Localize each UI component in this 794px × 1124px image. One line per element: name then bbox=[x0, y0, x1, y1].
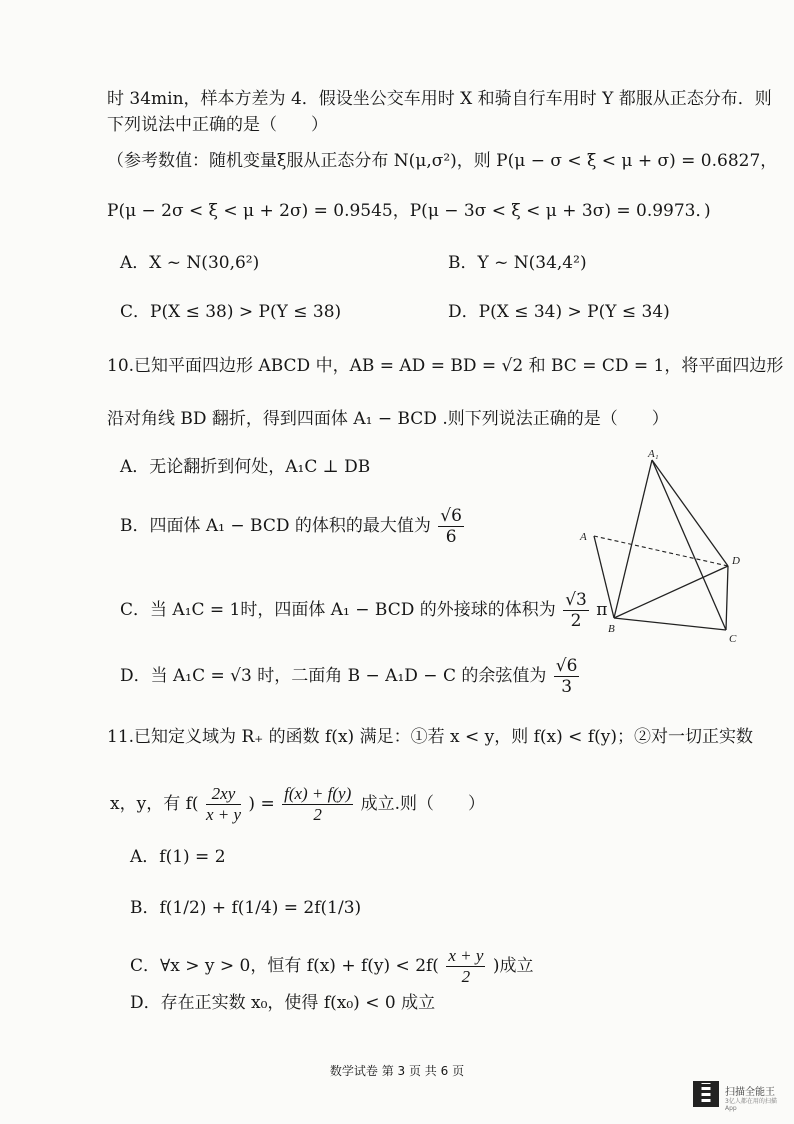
q10-option-b-fraction bbox=[438, 506, 464, 547]
frac-denominator: 2 bbox=[461, 967, 471, 986]
q10-option-d-fraction bbox=[554, 656, 580, 697]
q9-option-a: A．X ~ N(30,6²) bbox=[120, 253, 260, 273]
edge-a-b bbox=[594, 536, 614, 618]
frac-numerator: √3 bbox=[565, 590, 587, 610]
frac-denominator: 2 bbox=[313, 805, 322, 824]
fraction-2xy-over-xy bbox=[206, 784, 241, 825]
q10-line2: 沿对角线 BD 翻折，得到四面体 A₁ − BCD .则下列说法正确的是（ ） bbox=[107, 409, 669, 429]
q9-ref2: P(μ − 2σ < ξ < μ + 2σ) = 0.9545，P(μ − 3σ < ξ < μ + 3σ) = 0.9973．) bbox=[107, 201, 711, 221]
q10-option-d bbox=[120, 656, 581, 697]
q9-ref1: （参考数值：随机变量ξ服从正态分布 N(μ,σ²)，则 P(μ − σ < ξ < μ + σ) = 0.6827， bbox=[107, 151, 778, 171]
label-d: D bbox=[732, 555, 740, 567]
edge-b-c bbox=[614, 618, 726, 630]
fraction-average bbox=[282, 784, 353, 825]
frac-denominator: x + y bbox=[205, 805, 241, 824]
qr-code-icon bbox=[693, 1081, 719, 1107]
q9-option-c: C．P(X ≤ 38) > P(Y ≤ 38) bbox=[120, 302, 342, 322]
label-a: A bbox=[580, 531, 587, 543]
frac-numerator: f(x) + f(y) bbox=[284, 784, 352, 803]
scanner-app-name: 扫描全能王 bbox=[725, 1087, 775, 1098]
scanner-app-tagline: 3亿人都在用的扫描App bbox=[725, 1098, 777, 1112]
frac-numerator: x + y bbox=[448, 946, 484, 965]
pi-symbol: π bbox=[596, 600, 608, 620]
edge-a1-b bbox=[614, 460, 652, 618]
q10-option-a: A．无论翻折到何处，A₁C ⊥ DB bbox=[120, 457, 371, 477]
q11-option-d: D．存在正实数 x₀，使得 f(x₀) < 0 成立 bbox=[130, 993, 436, 1013]
frac-denominator: 3 bbox=[561, 677, 573, 697]
q11-option-c bbox=[130, 946, 533, 987]
q11-line2-text: x，y，有 f( bbox=[110, 794, 199, 814]
q9-line2: 下列说法中正确的是（ ） bbox=[107, 115, 328, 135]
edge-b-d bbox=[614, 566, 728, 618]
label-c: C bbox=[729, 633, 737, 645]
frac-denominator: 6 bbox=[445, 527, 457, 547]
q10-option-b bbox=[120, 506, 466, 547]
page-footer: 数学试卷 第 3 页 共 6 页 bbox=[329, 1064, 465, 1078]
label-b: B bbox=[608, 623, 615, 635]
edge-a1-d bbox=[652, 460, 728, 566]
q9-option-d: D．P(X ≤ 34) > P(Y ≤ 34) bbox=[448, 302, 670, 322]
edge-a1-c bbox=[652, 460, 726, 630]
q11-option-a: A．f(1) = 2 bbox=[130, 847, 226, 867]
label-a1: A₁ bbox=[648, 448, 659, 460]
q10-option-b-text: B．四面体 A₁ − BCD 的体积的最大值为 bbox=[120, 516, 431, 536]
tetrahedron-figure bbox=[576, 446, 746, 646]
q9-line1: 时 34min，样本方差为 4．假设坐公交车用时 X 和骑自行车用时 Y 都服从正态分布．则 bbox=[107, 89, 772, 109]
q11-line2 bbox=[110, 784, 485, 825]
q11-line1: 11.已知定义域为 R₊ 的函数 f(x) 满足：①若 x < y，则 f(x) < f(y)；②对一切正实数 bbox=[107, 727, 753, 747]
q11-option-c-tail: )成立 bbox=[492, 956, 534, 976]
q10-line1: 10.已知平面四边形 ABCD 中，AB = AD = BD = √2 和 BC = CD = 1，将平面四边形 bbox=[107, 356, 784, 376]
q11-line2-equals: ) = bbox=[248, 794, 275, 814]
fraction-mean bbox=[446, 946, 485, 987]
scanner-watermark bbox=[693, 1081, 785, 1112]
q10-option-d-text: D．当 A₁C = √3 时，二面角 B − A₁D − C 的余弦值为 bbox=[120, 666, 547, 686]
q9-option-b: B．Y ~ N(34,4²) bbox=[448, 253, 587, 273]
frac-numerator: √6 bbox=[555, 656, 578, 676]
edge-a-d-dashed bbox=[594, 536, 728, 566]
edge-d-c bbox=[726, 566, 728, 630]
frac-denominator: 2 bbox=[570, 611, 582, 631]
q10-option-c-text: C．当 A₁C = 1时，四面体 A₁ − BCD 的外接球的体积为 bbox=[120, 600, 556, 620]
frac-numerator: 2xy bbox=[206, 784, 241, 805]
q11-option-c-text: C．∀x > y > 0，恒有 f(x) + f(y) < 2f( bbox=[130, 956, 439, 976]
q11-option-b: B．f(1/2) + f(1/4) = 2f(1/3) bbox=[130, 898, 362, 918]
frac-numerator: √6 bbox=[440, 506, 462, 526]
q10-option-c bbox=[120, 590, 607, 631]
q11-line2-tail: 成立.则（ ） bbox=[360, 794, 486, 814]
